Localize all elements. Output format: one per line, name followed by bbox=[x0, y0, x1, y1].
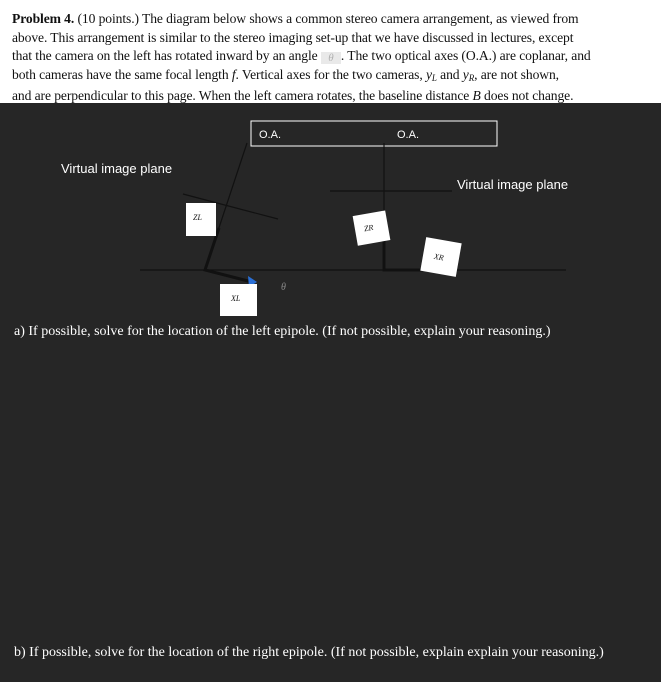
right-image-plane-label: Virtual image plane bbox=[457, 177, 569, 192]
left-image-plane-label: Virtual image plane bbox=[61, 161, 173, 176]
problem-line-5b: does not change. bbox=[484, 88, 574, 104]
y-right-symbol: $y_R$ bbox=[462, 66, 475, 83]
and-word: and bbox=[440, 66, 460, 82]
zl-label: ZL bbox=[193, 213, 202, 222]
theta-label: θ bbox=[281, 282, 286, 293]
problem-line-4c: , are not shown, bbox=[474, 66, 559, 82]
oa-label-box bbox=[251, 121, 497, 146]
stereo-camera-diagram bbox=[0, 0, 661, 320]
problem-line-1: The diagram below shows a common stereo camera arrangement, as viewed from bbox=[142, 11, 579, 26]
xr-label-group bbox=[420, 237, 461, 277]
problem-line-5a: and are perpendicular to this page. When the left camera rotates, the baseline distance bbox=[12, 88, 470, 104]
oa-right-label: O.A. bbox=[397, 129, 420, 141]
problem-heading: Problem 4. bbox=[12, 11, 75, 26]
left-camera-axes bbox=[205, 228, 252, 282]
problem-line-3b: . The two optical axes (O.A.) are coplanar, and bbox=[340, 48, 591, 64]
problem-line-2: above. This arrangement is similar to the stereo imaging set-up that we have discussed in lectures, except bbox=[12, 29, 574, 45]
baseline-symbol: B bbox=[472, 88, 481, 104]
xl-label: XL bbox=[231, 294, 241, 303]
zr-label: ZR bbox=[363, 222, 375, 234]
problem-line-4a: both cameras have the same focal length bbox=[12, 66, 229, 82]
problem-points: (10 points.) bbox=[74, 11, 143, 26]
zr-label-group bbox=[353, 210, 391, 245]
y-left-symbol: $y_L$ bbox=[425, 66, 437, 83]
question-b: b) If possible, solve for the location of the right epipole. (If not possible, explain explain your reasoning.) bbox=[14, 645, 604, 660]
question-a: a) If possible, solve for the location of the left epipole. (If not possible, explain your reasoning.) bbox=[14, 324, 551, 339]
theta-symbol-box: θ bbox=[321, 52, 341, 64]
xr-label: XR bbox=[433, 251, 445, 263]
oa-left-label: O.A. bbox=[259, 129, 282, 141]
problem-line-4b: . Vertical axes for the two cameras, bbox=[235, 66, 423, 82]
focal-length-symbol: f bbox=[231, 66, 236, 82]
problem-line-3a: that the camera on the left has rotated inward by an angle bbox=[12, 48, 318, 64]
